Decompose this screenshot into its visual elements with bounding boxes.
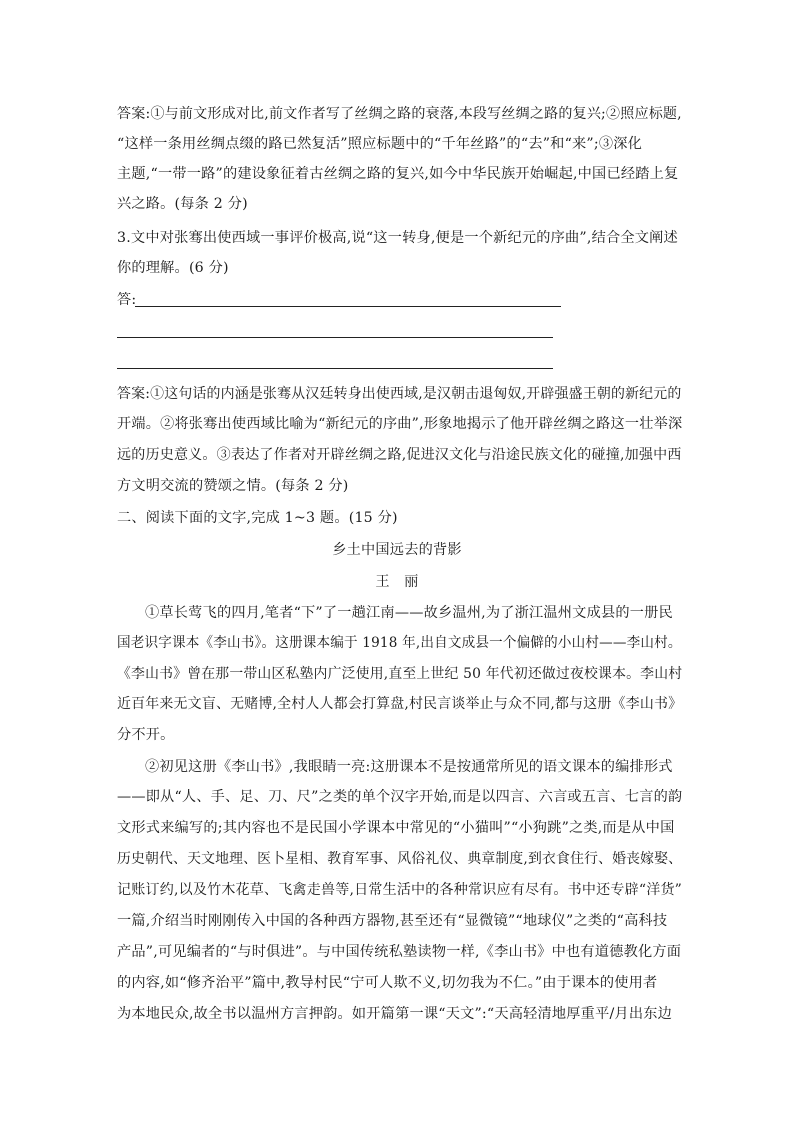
answer-3-line-4: 方文明交流的赞颂之情。(每条 2 分) xyxy=(117,478,349,494)
answer-2-line-1: 答案:①与前文形成对比,前文作者写了丝绸之路的衰落,本段写丝绸之路的复兴;②照应标题, xyxy=(117,106,682,122)
answer-blank-line-3[interactable] xyxy=(117,368,553,369)
paragraph-2-line-6: 一篇,介绍当时刚刚传入中国的各种西方器物,甚至还有“显微镜”“地球仪”之类的“高科技 xyxy=(117,913,668,929)
paragraph-2-line-3: 文形式来编写的;其内容也不是民国小学课本中常见的“小猫叫”“小狗跳”之类,而是从中国 xyxy=(117,820,675,836)
paragraph-2-line-1: ②初见这册《李山书》,我眼睛一亮:这册课本不是按通常所见的语文课本的编排形式 xyxy=(145,759,673,775)
answer-2-line-4: 兴之路。(每条 2 分) xyxy=(117,196,248,212)
answer-2-line-3: 主题,“一带一路”的建设象征着古丝绸之路的复兴,如今中华民族开始崛起,中国已经踏上复 xyxy=(117,166,679,182)
paragraph-2-line-8: 的内容,如“修齐治平”篇中,教导村民“宁可人欺不义,切勿我为不仁。”由于课本的使用者 xyxy=(117,975,658,991)
paragraph-2-line-5: 记账订约,以及竹木花草、飞禽走兽等,日常生活中的各种常识应有尽有。书中还专辟“洋货” xyxy=(117,882,683,898)
question-3-line-1: 3.文中对张骞出使西域一事评价极高,说“这一转身,便是一个新纪元的序曲”,结合全文阐述 xyxy=(117,230,678,246)
answer-3-line-2: 开端。②将张骞出使西域比喻为“新纪元的序曲”,形象地揭示了他开辟丝绸之路这一壮举深 xyxy=(117,416,683,432)
paragraph-1-line-5: 分不开。 xyxy=(117,727,175,743)
answer-blank-line-1[interactable] xyxy=(135,306,561,307)
answer-2-line-2: “这样一条用丝绸点缀的路已然复活”照应标题中的“千年丝路”的“去”和“来”;③深化 xyxy=(117,136,643,152)
paragraph-2-line-9: 为本地民众,故全书以温州方言押韵。如开篇第一课“天文”:“天高轻清地厚重平/月出东边 xyxy=(117,1006,672,1022)
paragraph-2-line-2: ——即从“人、手、足、刀、尺”之类的单个汉字开始,而是以四言、六言或五言、七言的韵 xyxy=(117,789,683,805)
question-3-line-2: 你的理解。(6 分) xyxy=(117,260,229,276)
paragraph-1-line-1: ①草长莺飞的四月,笔者“下”了一趟江南——故乡温州,为了浙江温州文成县的一册民 xyxy=(145,605,673,621)
paragraph-2-line-4: 历史朝代、天文地理、医卜星相、教育军事、风俗礼仪、典章制度,到衣食住行、婚丧嫁娶、 xyxy=(117,851,683,867)
answer-prompt-label: 答: xyxy=(117,292,137,308)
article-title: 乡土中国远去的背影 xyxy=(332,542,462,558)
paragraph-1-line-3: 《李山书》曾在那一带山区私塾内广泛使用,直至上世纪 50 年代初还做过夜校课本。李山村 xyxy=(117,666,683,682)
section-2-heading: 二、阅读下面的文字,完成 1~3 题。(15 分) xyxy=(117,510,398,526)
paragraph-1-line-2: 国老识字课本《李山书》。这册课本编于 1918 年,出自文成县一个偏僻的小山村——李山村。 xyxy=(117,635,682,651)
answer-3-line-1: 答案:①这句话的内涵是张骞从汉廷转身出使西域,是汉朝击退匈奴,开辟强盛王朝的新纪元的 xyxy=(117,386,682,402)
article-author: 王 丽 xyxy=(375,574,419,590)
answer-blank-line-2[interactable] xyxy=(117,337,553,338)
paragraph-1-line-4: 近百年来无文盲、无赌博,全村人人都会打算盘,村民言谈举止与众不同,都与这册《李山书》 xyxy=(117,696,683,712)
paragraph-2-line-7: 产品”,可见编者的“与时俱进”。与中国传统私塾读物一样,《李山书》中也有道德教化方面 xyxy=(117,944,682,960)
answer-3-line-3: 远的历史意义。③表达了作者对开辟丝绸之路,促进汉文化与沿途民族文化的碰撞,加强中西 xyxy=(117,447,682,463)
